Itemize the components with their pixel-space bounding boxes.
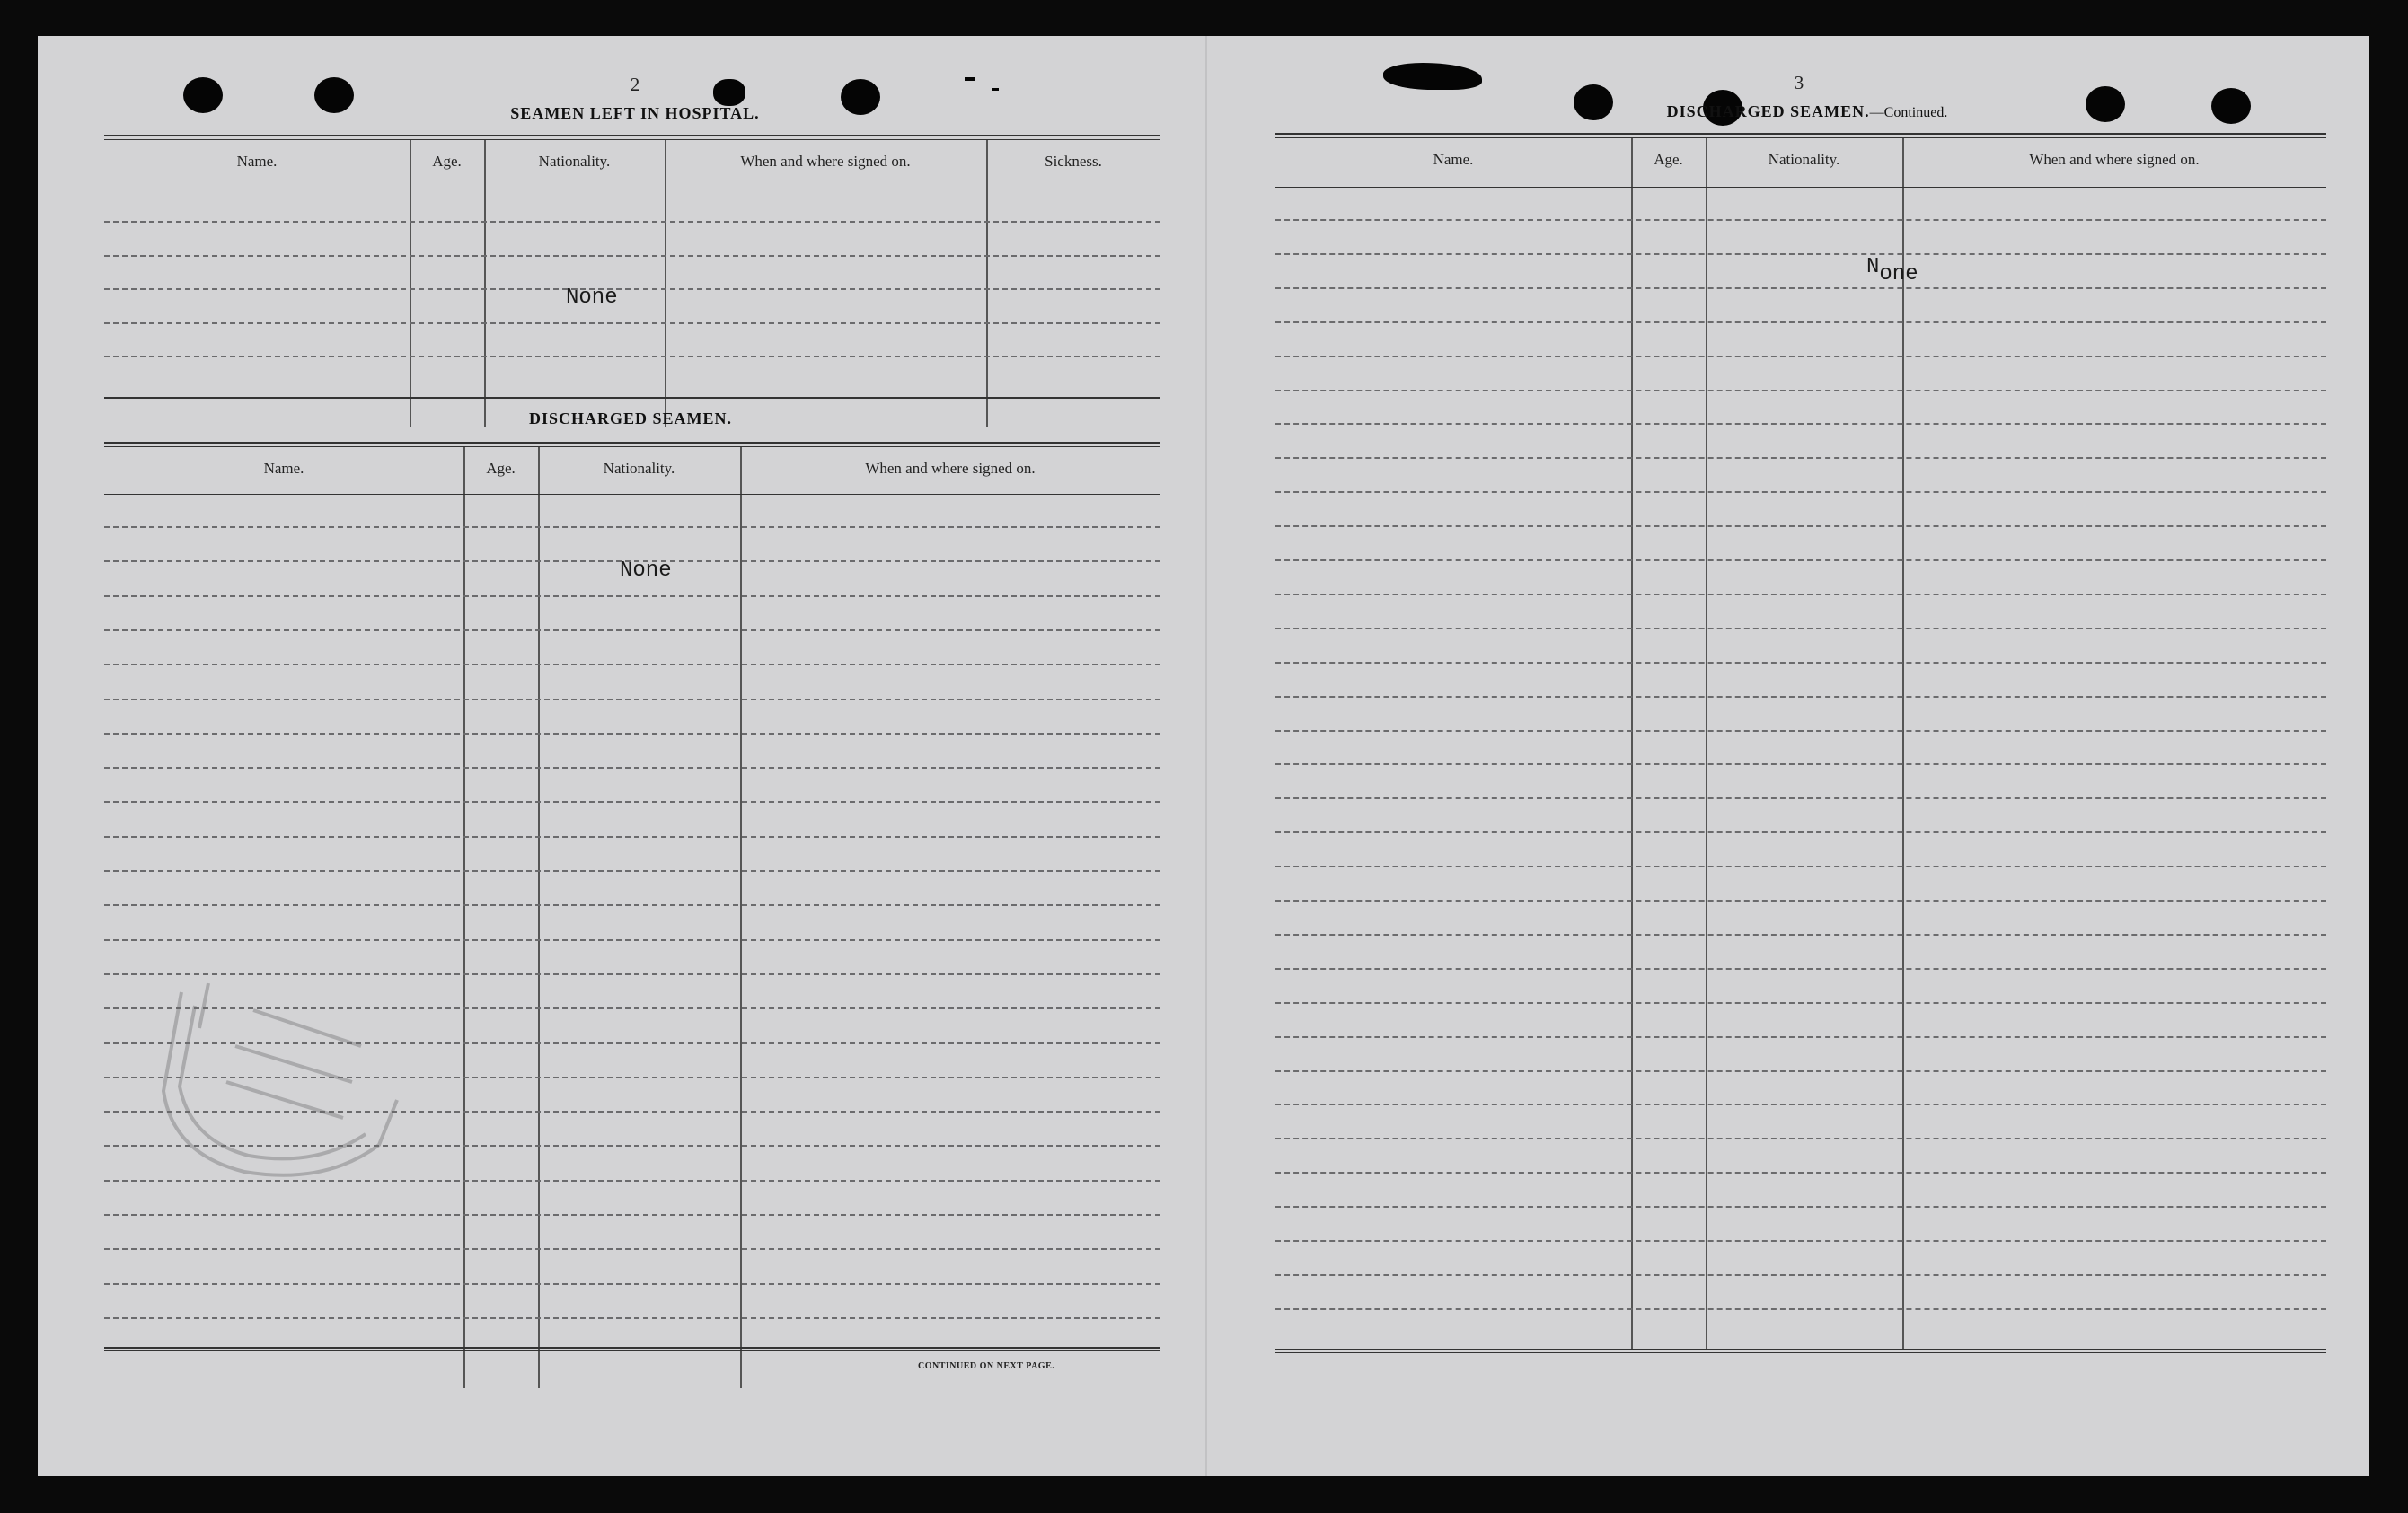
ruled-line <box>1275 662 2326 664</box>
page-fold <box>1205 36 1207 1476</box>
right-none-entry <box>1866 255 1918 286</box>
faded-stamp-icon <box>146 974 415 1190</box>
page-number-right: 3 <box>1794 72 1804 93</box>
ruled-line <box>104 629 1160 631</box>
ruled-line <box>104 560 1160 562</box>
punch-hole-icon <box>1574 84 1613 120</box>
discharged-col-age: Age. <box>486 460 516 477</box>
ruled-line <box>1275 321 2326 323</box>
ruled-line <box>1275 1070 2326 1072</box>
ruled-line <box>104 904 1160 906</box>
ruled-line <box>104 322 1160 324</box>
punch-hole-icon <box>314 77 354 113</box>
discharged-table-bottom-rule <box>104 1347 1160 1351</box>
ruled-line <box>104 255 1160 257</box>
ruled-line <box>1275 525 2326 527</box>
ruled-line <box>1275 1104 2326 1105</box>
hospital-col-divider <box>484 140 486 427</box>
ruled-line <box>1275 594 2326 595</box>
hospital-col-divider <box>665 140 666 427</box>
ruled-line <box>104 699 1160 700</box>
ruled-line <box>104 1042 1160 1044</box>
hospital-section-title: SEAMEN LEFT IN HOSPITAL. <box>510 104 760 122</box>
ruled-line <box>1275 1036 2326 1038</box>
ruled-line <box>1275 696 2326 698</box>
hospital-col-name: Name. <box>236 153 278 170</box>
ruled-line <box>1275 253 2326 255</box>
ruled-line <box>1275 934 2326 936</box>
ruled-line <box>1275 423 2326 425</box>
paper-tear-icon <box>992 88 999 91</box>
discharged-col-divider <box>740 447 742 1388</box>
ruled-line <box>1275 831 2326 833</box>
ruled-line <box>1275 763 2326 765</box>
discharged-col-divider <box>538 447 540 1388</box>
right-col-divider <box>1631 138 1633 1350</box>
paper-tear-icon <box>965 77 975 81</box>
discharged-col-signed-on: When and where signed on. <box>865 460 1036 477</box>
punch-hole-icon <box>841 79 880 115</box>
ruled-line <box>104 870 1160 872</box>
ruled-line <box>1275 1240 2326 1242</box>
hospital-table-top-rule <box>104 135 1160 140</box>
ruled-line <box>1275 1206 2326 1208</box>
right-col-name: Name. <box>1433 151 1474 168</box>
right-section-title <box>1619 102 1996 121</box>
right-none-first: N <box>1866 255 1880 279</box>
right-section-title-main: DISCHARGED SEAMEN. <box>1666 102 1870 120</box>
page-number-left: 2 <box>630 74 640 95</box>
ruled-line <box>104 1145 1160 1147</box>
ruled-line <box>104 733 1160 735</box>
continued-footnote: CONTINUED ON NEXT PAGE. <box>918 1361 1055 1371</box>
hospital-table-bottom-rule <box>104 397 1160 399</box>
ruled-line <box>1275 730 2326 732</box>
ruled-line <box>1275 491 2326 493</box>
discharged-col-divider <box>463 447 465 1388</box>
hospital-col-nationality: Nationality. <box>538 153 611 170</box>
punch-hole-icon <box>2086 86 2125 122</box>
ruled-line <box>104 973 1160 975</box>
discharged-col-name: Name. <box>263 460 304 477</box>
ruled-line <box>104 595 1160 597</box>
ruled-line <box>1275 1274 2326 1276</box>
ruled-line <box>1275 1172 2326 1174</box>
discharged-table-top-rule <box>104 442 1160 447</box>
ruled-line <box>1275 1002 2326 1004</box>
ruled-line <box>104 1283 1160 1285</box>
right-section-title-sub: —Continued. <box>1869 105 1948 120</box>
ruled-line <box>1275 287 2326 289</box>
ruled-line <box>1275 1138 2326 1139</box>
ruled-line <box>1275 866 2326 867</box>
right-col-divider <box>1902 138 1904 1350</box>
ruled-line <box>104 221 1160 223</box>
ruled-line <box>1275 968 2326 970</box>
right-col-divider <box>1706 138 1707 1350</box>
ruled-line <box>104 1077 1160 1078</box>
hospital-col-signed-on: When and where signed on. <box>740 153 911 170</box>
ruled-line <box>104 1180 1160 1182</box>
ruled-line <box>1275 356 2326 357</box>
right-none-rest: one <box>1879 262 1918 286</box>
paper-tear-icon <box>1383 63 1482 90</box>
document-sheet <box>38 36 2369 1476</box>
ruled-line <box>1275 559 2326 561</box>
ruled-line <box>104 1317 1160 1319</box>
ruled-line <box>1275 900 2326 902</box>
right-header-rule <box>1275 187 2326 188</box>
hospital-col-divider <box>986 140 988 427</box>
ruled-line <box>104 1214 1160 1216</box>
ruled-line <box>104 1111 1160 1113</box>
ruled-line <box>104 1248 1160 1250</box>
hospital-col-divider <box>410 140 411 427</box>
ruled-line <box>104 356 1160 357</box>
ruled-line <box>104 767 1160 769</box>
ruled-line <box>104 1007 1160 1009</box>
discharged-header-rule <box>104 494 1160 495</box>
ruled-line <box>104 526 1160 528</box>
discharged-col-nationality: Nationality. <box>603 460 675 477</box>
ruled-line <box>1275 628 2326 629</box>
right-col-age: Age. <box>1654 151 1683 168</box>
right-col-signed-on: When and where signed on. <box>2029 151 2200 168</box>
ruled-line <box>1275 797 2326 799</box>
discharged-section-title: DISCHARGED SEAMEN. <box>528 409 733 427</box>
ruled-line <box>104 288 1160 290</box>
right-col-nationality: Nationality. <box>1768 151 1840 168</box>
punch-hole-icon <box>2211 88 2251 124</box>
ruled-line <box>1275 390 2326 391</box>
right-table-bottom-rule <box>1275 1349 2326 1353</box>
ruled-line <box>1275 1308 2326 1310</box>
hospital-col-age: Age. <box>432 153 462 170</box>
ruled-line <box>104 939 1160 941</box>
right-table-top-rule <box>1275 133 2326 138</box>
hospital-col-sickness: Sickness. <box>1045 153 1102 170</box>
ruled-line <box>104 801 1160 803</box>
ruled-line <box>1275 457 2326 459</box>
discharged-none-entry: None <box>620 559 672 583</box>
paper-tear-icon <box>713 79 745 106</box>
ruled-line <box>1275 219 2326 221</box>
ruled-line <box>104 664 1160 665</box>
ruled-line <box>104 836 1160 838</box>
punch-hole-icon <box>183 77 223 113</box>
hospital-none-entry: None <box>566 286 618 310</box>
